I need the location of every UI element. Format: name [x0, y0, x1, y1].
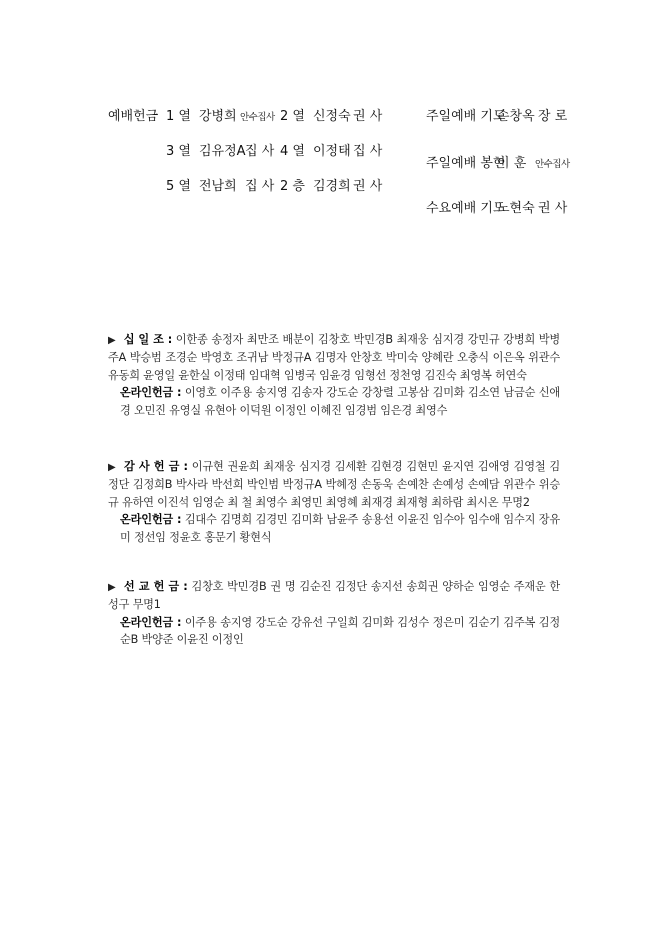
prayer-title: 안수집사: [535, 159, 570, 170]
offering-name: 신정숙: [313, 109, 351, 124]
prayer-name: 손창옥: [497, 109, 535, 124]
offering-title: 안수집사: [240, 112, 275, 123]
arrow-icon: ▶: [108, 335, 116, 346]
online-label: 온라인헌금 :: [120, 513, 182, 527]
section-online-paragraph: [108, 511, 560, 546]
offering-pos: 5 열: [166, 179, 191, 194]
section-names: 이규현 권윤희 최재웅 심지경 김세환 김현경 김현민 윤지연 김애영 김영철 김정단 김정희B 박사라 박선희 박인범 박정규A 박혜정 손동욱 손예찬 손예성 손예담 위관수 위승규 유하연 이진석 임영순 최 철 최영수 최영민 최영혜 최재경 최재형 최하람 최시온 무명2: [108, 460, 561, 509]
offering-title: 집 사: [245, 179, 275, 194]
section-online-paragraph: [108, 614, 560, 649]
offering-title: 권 사: [353, 179, 383, 194]
section-missions: [108, 578, 560, 649]
online-names: 이영호 이주용 송지영 김송자 강도순 강창렬 고봉삼 김미화 김소연 남금순 신애경 오민진 유영실 유현아 이덕원 이정인 이혜진 임경범 임은경 최영수: [120, 386, 560, 417]
section-names: 김창호 박민경B 권 명 김순진 김정단 송지선 송희권 양하순 임영순 주재운 한성구 무명1: [108, 580, 561, 612]
offering-title: 집 사: [353, 144, 383, 159]
arrow-icon: ▶: [108, 462, 116, 473]
online-label: 온라인헌금 :: [120, 386, 182, 400]
offering-pos: 3 열: [166, 144, 191, 159]
prayer-label: 수요예배 기도: [426, 201, 506, 216]
offering-name: 이정태: [313, 144, 351, 159]
section-names: 이한종 송정자 최만조 배분이 김창호 박민경B 최재웅 심지경 강민규 강병희 박병주A 박승범 조경순 박영호 조귀남 박정규A 김명자 안창호 박미숙 양혜란 오충식 이은옥 위관수 유동희 윤영일 윤한실 이정태 임대혁 임병국 임윤경 임형선 정천영 김진숙 최영복 허연숙: [108, 333, 560, 382]
online-names: 김대수 김명희 김경민 김미화 남윤주 송용선 이윤진 임수아 임수애 임수지 장유미 정선임 정윤호 홍문기 황현식: [120, 513, 560, 544]
prayer-label: 주일예배 봉헌: [426, 156, 506, 171]
offering-title: 집 사: [245, 144, 275, 159]
online-label: 온라인헌금 :: [120, 615, 182, 629]
section-thanksgiving-names-paragraph: [108, 458, 560, 511]
offering-name: 김경희: [313, 179, 351, 194]
section-label: 십 일 조 :: [123, 333, 173, 346]
prayer-title: 장 로: [538, 109, 568, 124]
offering-label: 예배헌금: [108, 109, 159, 124]
offering-pos: 2 열: [280, 109, 305, 124]
offering-name: 강병희: [199, 109, 237, 124]
offering-name: 김유정A: [199, 144, 246, 159]
online-names: 이주용 송지영 강도순 강유선 구일희 김미화 김성수 정은미 김순기 김주복 김정순B 박양준 이윤진 이정인: [120, 615, 560, 647]
prayer-name: 이 훈: [497, 156, 527, 171]
section-online-paragraph: [108, 384, 560, 419]
section-thanksgiving: [108, 458, 560, 546]
offering-title: 권 사: [353, 109, 383, 124]
section-tithe: [108, 331, 560, 419]
section-tithe-names-paragraph: [108, 331, 560, 384]
prayer-title: 권 사: [538, 201, 568, 216]
section-label: 감 사 헌 금 :: [123, 460, 188, 473]
arrow-icon: ▶: [108, 582, 116, 593]
section-missions-names-paragraph: [108, 578, 560, 614]
offering-pos: 4 열: [280, 144, 305, 159]
offering-pos: 2 층: [280, 179, 305, 194]
prayer-label: 주일예배 기도: [426, 109, 506, 124]
offering-name: 전남희: [199, 179, 237, 194]
section-label: 선 교 헌 금 :: [123, 580, 188, 593]
prayer-name: 노현숙: [497, 201, 535, 216]
offering-pos: 1 열: [166, 109, 191, 124]
